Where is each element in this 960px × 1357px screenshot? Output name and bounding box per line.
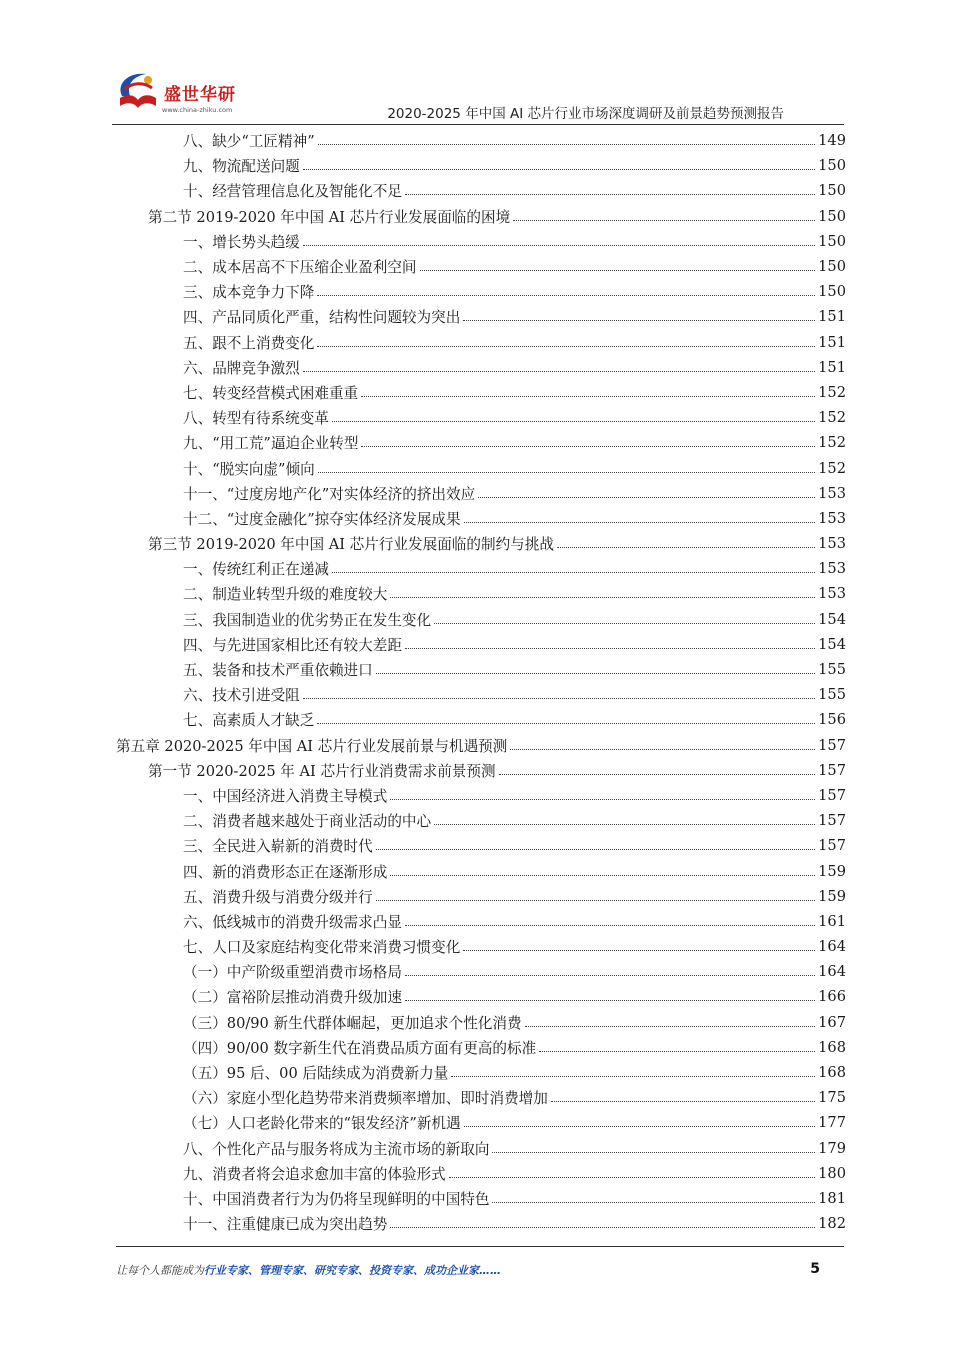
toc-entry[interactable] (116, 178, 846, 203)
toc-leader-dots (303, 371, 815, 372)
toc-entry-label: （一）中产阶级重塑消费市场格局 (183, 964, 402, 982)
toc-entry-page: 157 (818, 837, 846, 855)
toc-entry-label: 二、制造业转型升级的难度较大 (183, 586, 388, 604)
toc-entry[interactable] (116, 330, 846, 355)
toc-entry-label: 二、消费者越来越处于商业活动的中心 (183, 813, 432, 831)
table-of-contents (116, 128, 846, 1236)
toc-entry-page: 164 (818, 938, 846, 956)
toc-entry-label: （四）90/00 数字新生代在消费品质方面有更高的标准 (183, 1039, 537, 1057)
toc-entry-page: 150 (818, 283, 846, 301)
toc-entry[interactable] (116, 607, 846, 632)
report-title: 2020-2025 年中国 AI 芯片行业市场深度调研及前景趋势预测报告 (387, 106, 784, 122)
toc-leader-dots (405, 194, 815, 195)
toc-leader-dots (492, 1202, 815, 1203)
toc-leader-dots (332, 421, 815, 422)
toc-leader-dots (510, 749, 815, 750)
brand-name: 盛世华研 (164, 85, 236, 105)
page-header (112, 62, 844, 128)
toc-entry-label: 十二、“过度金融化”掠夺实体经济发展成果 (183, 510, 461, 528)
toc-entry-page: 151 (818, 358, 846, 376)
toc-entry-page: 150 (818, 232, 846, 250)
toc-leader-dots (332, 572, 815, 573)
toc-entry-label: （五）95 后、00 后陆续成为消费新力量 (183, 1065, 449, 1083)
toc-entry-label: 三、成本竞争力下降 (183, 284, 315, 302)
toc-entry[interactable] (116, 380, 846, 405)
toc-entry[interactable] (116, 984, 846, 1009)
toc-entry-page: 154 (818, 610, 846, 628)
toc-leader-dots (449, 1177, 815, 1178)
toc-entry[interactable] (116, 1110, 846, 1135)
toc-entry-page: 155 (818, 661, 846, 679)
toc-entry[interactable] (116, 1085, 846, 1110)
toc-entry-label: （二）富裕阶层推动消费升级加速 (183, 989, 402, 1007)
toc-leader-dots (318, 144, 815, 145)
toc-entry-page: 182 (818, 1215, 846, 1233)
toc-entry-label: 七、转变经营模式困难重重 (183, 384, 359, 402)
toc-entry[interactable] (116, 229, 846, 254)
toc-entry-label: 十、“脱实向虚”倾向 (183, 460, 315, 478)
toc-leader-dots (390, 1227, 815, 1228)
toc-entry-label: 六、技术引进受阻 (183, 687, 300, 705)
toc-entry[interactable] (116, 657, 846, 682)
toc-leader-dots (303, 245, 815, 246)
toc-entry-label: 第二节 2019-2020 年中国 AI 芯片行业发展面临的困境 (148, 208, 511, 226)
brand-logo (112, 66, 252, 118)
header-divider (112, 124, 844, 125)
toc-leader-dots (499, 774, 816, 775)
toc-entry-label: 第一节 2020-2025 年 AI 芯片行业消费需求前景预测 (148, 762, 496, 780)
toc-leader-dots (463, 320, 815, 321)
toc-entry[interactable] (116, 581, 846, 606)
toc-entry[interactable] (116, 1060, 846, 1085)
toc-entry[interactable] (116, 833, 846, 858)
toc-leader-dots (539, 1051, 815, 1052)
toc-entry-page: 151 (818, 333, 846, 351)
toc-leader-dots (317, 723, 815, 724)
toc-leader-dots (551, 1101, 815, 1102)
toc-entry[interactable] (116, 909, 846, 934)
toc-leader-dots (525, 1026, 816, 1027)
toc-entry-page: 153 (818, 585, 846, 603)
toc-entry-label: 六、品牌竞争激烈 (183, 359, 300, 377)
toc-entry-page: 152 (818, 409, 846, 427)
toc-leader-dots (464, 1126, 816, 1127)
toc-entry-label: （七）人口老龄化带来的“银发经济”新机遇 (183, 1115, 461, 1133)
toc-leader-dots (434, 623, 815, 624)
toc-leader-dots (492, 1152, 815, 1153)
toc-entry-label: 七、高素质人才缺乏 (183, 712, 315, 730)
toc-entry-label: 二、成本居高不下压缩企业盈利空间 (183, 259, 417, 277)
toc-entry[interactable] (116, 556, 846, 581)
toc-entry-label: 五、消费升级与消费分级并行 (183, 888, 373, 906)
toc-entry-page: 151 (818, 308, 846, 326)
toc-entry-page: 153 (818, 560, 846, 578)
toc-leader-dots (318, 472, 815, 473)
page-number: 5 (810, 1261, 820, 1277)
footer-slogan-prefix: 让每个人都能成为 (116, 1264, 204, 1277)
toc-leader-dots (376, 673, 815, 674)
toc-entry-label: 十、中国消费者行为为仍将呈现鲜明的中国特色 (183, 1190, 490, 1208)
toc-entry[interactable] (116, 279, 846, 304)
toc-entry-label: 九、消费者将会追求愈加丰富的体验形式 (183, 1165, 446, 1183)
toc-entry[interactable] (116, 355, 846, 380)
brand-url: www.china-zhiku.com (162, 106, 233, 114)
toc-entry-page: 175 (818, 1089, 846, 1107)
toc-entry-page: 153 (818, 535, 846, 553)
toc-entry-page: 155 (818, 686, 846, 704)
toc-entry-page: 168 (818, 1064, 846, 1082)
toc-entry-page: 164 (818, 963, 846, 981)
toc-entry[interactable] (116, 204, 846, 229)
toc-entry-page: 180 (818, 1164, 846, 1182)
toc-entry-label: 四、与先进国家相比还有较大差距 (183, 636, 402, 654)
toc-entry[interactable] (116, 959, 846, 984)
toc-entry-label: 六、低线城市的消费升级需求凸显 (183, 913, 402, 931)
toc-leader-dots (557, 547, 815, 548)
toc-entry-page: 152 (818, 434, 846, 452)
toc-entry-page: 179 (818, 1139, 846, 1157)
toc-leader-dots (513, 220, 815, 221)
toc-entry[interactable] (116, 531, 846, 556)
toc-leader-dots (420, 270, 816, 271)
toc-entry[interactable] (116, 783, 846, 808)
toc-entry-page: 153 (818, 484, 846, 502)
toc-entry-page: 168 (818, 1038, 846, 1056)
toc-entry[interactable] (116, 405, 846, 430)
brand-logo-icon (112, 66, 164, 114)
toc-entry-page: 149 (818, 132, 846, 150)
toc-leader-dots (434, 824, 815, 825)
toc-entry-label: 五、跟不上消费变化 (183, 334, 315, 352)
toc-entry[interactable] (116, 858, 846, 883)
toc-entry-page: 181 (818, 1189, 846, 1207)
toc-entry[interactable] (116, 632, 846, 657)
toc-entry[interactable] (116, 1186, 846, 1211)
toc-leader-dots (361, 446, 815, 447)
toc-entry-label: 十一、“过度房地产化”对实体经济的挤出效应 (183, 485, 476, 503)
toc-leader-dots (405, 648, 815, 649)
toc-entry[interactable] (116, 733, 846, 758)
toc-entry-label: 九、物流配送问题 (183, 158, 300, 176)
toc-entry-label: 十、经营管理信息化及智能化不足 (183, 183, 402, 201)
toc-entry-page: 157 (818, 812, 846, 830)
toc-leader-dots (463, 950, 815, 951)
footer-slogan (116, 1262, 501, 1278)
toc-entry-page: 150 (818, 207, 846, 225)
toc-entry[interactable] (116, 808, 846, 833)
toc-entry-label: 四、新的消费形态正在逐渐形成 (183, 863, 388, 881)
toc-entry-page: 150 (818, 182, 846, 200)
toc-leader-dots (376, 900, 815, 901)
toc-entry[interactable] (116, 128, 846, 153)
toc-entry[interactable] (116, 758, 846, 783)
toc-leader-dots (390, 875, 815, 876)
toc-leader-dots (405, 925, 815, 926)
toc-entry[interactable] (116, 1010, 846, 1035)
toc-entry-label: 五、装备和技术严重依赖进口 (183, 662, 373, 680)
toc-entry-page: 157 (818, 736, 846, 754)
toc-entry-label: 八、转型有待系统变革 (183, 410, 329, 428)
toc-leader-dots (451, 1076, 815, 1077)
toc-entry-label: 一、传统红利正在递减 (183, 561, 329, 579)
toc-entry-page: 150 (818, 258, 846, 276)
toc-entry-label: （六）家庭小型化趋势带来消费频率增加、即时消费增加 (183, 1090, 548, 1108)
toc-entry[interactable] (116, 153, 846, 178)
toc-entry-label: 三、全民进入崭新的消费时代 (183, 838, 373, 856)
footer-slogan-highlight: 行业专家、管理专家、研究专家、投资专家、成功企业家…… (204, 1264, 501, 1277)
toc-leader-dots (464, 522, 816, 523)
toc-entry[interactable] (116, 707, 846, 732)
toc-entry[interactable] (116, 481, 846, 506)
toc-entry-page: 157 (818, 786, 846, 804)
toc-leader-dots (317, 346, 815, 347)
toc-entry-page: 159 (818, 887, 846, 905)
toc-entry[interactable] (116, 506, 846, 531)
toc-entry[interactable] (116, 1211, 846, 1236)
toc-entry-page: 152 (818, 383, 846, 401)
toc-leader-dots (376, 849, 815, 850)
footer-divider (116, 1246, 844, 1247)
toc-leader-dots (317, 295, 815, 296)
toc-entry-label: 十一、注重健康已成为突出趋势 (183, 1216, 388, 1234)
toc-entry-page: 161 (818, 912, 846, 930)
toc-entry-page: 157 (818, 761, 846, 779)
toc-entry-label: 四、产品同质化严重，结构性问题较为突出 (183, 309, 461, 327)
toc-entry[interactable] (116, 884, 846, 909)
toc-entry-label: 八、个性化产品与服务将成为主流市场的新取向 (183, 1140, 490, 1158)
toc-entry[interactable] (116, 682, 846, 707)
toc-leader-dots (390, 799, 815, 800)
toc-entry[interactable] (116, 1035, 846, 1060)
toc-entry-label: 八、缺少“工匠精神” (183, 133, 315, 151)
toc-entry-label: 第五章 2020-2025 年中国 AI 芯片行业发展前景与机遇预测 (116, 737, 508, 755)
toc-entry-page: 156 (818, 711, 846, 729)
toc-entry-label: （三）80/90 新生代群体崛起，更加追求个性化消费 (183, 1014, 522, 1032)
toc-entry-page: 177 (818, 1114, 846, 1132)
toc-entry-page: 152 (818, 459, 846, 477)
toc-entry[interactable] (116, 304, 846, 329)
toc-entry-label: 一、中国经济进入消费主导模式 (183, 787, 388, 805)
toc-entry-label: 一、增长势头趋缓 (183, 233, 300, 251)
toc-entry[interactable] (116, 455, 846, 480)
toc-entry-page: 153 (818, 509, 846, 527)
toc-entry[interactable] (116, 430, 846, 455)
toc-leader-dots (478, 497, 815, 498)
toc-entry-page: 154 (818, 635, 846, 653)
toc-entry[interactable] (116, 934, 846, 959)
toc-entry-page: 167 (818, 1013, 846, 1031)
toc-leader-dots (405, 975, 815, 976)
toc-entry-label: 七、人口及家庭结构变化带来消费习惯变化 (183, 939, 461, 957)
toc-entry[interactable] (116, 1136, 846, 1161)
toc-leader-dots (405, 1000, 815, 1001)
toc-entry-page: 166 (818, 988, 846, 1006)
toc-leader-dots (390, 597, 815, 598)
toc-entry-page: 159 (818, 862, 846, 880)
toc-leader-dots (303, 169, 815, 170)
toc-entry[interactable] (116, 1161, 846, 1186)
toc-entry-page: 150 (818, 157, 846, 175)
toc-entry-label: 三、我国制造业的优劣势正在发生变化 (183, 611, 432, 629)
toc-leader-dots (303, 698, 815, 699)
toc-entry-label: 第三节 2019-2020 年中国 AI 芯片行业发展面临的制约与挑战 (148, 536, 554, 554)
toc-leader-dots (361, 396, 815, 397)
toc-entry[interactable] (116, 254, 846, 279)
toc-entry-label: 九、“用工荒”逼迫企业转型 (183, 435, 359, 453)
